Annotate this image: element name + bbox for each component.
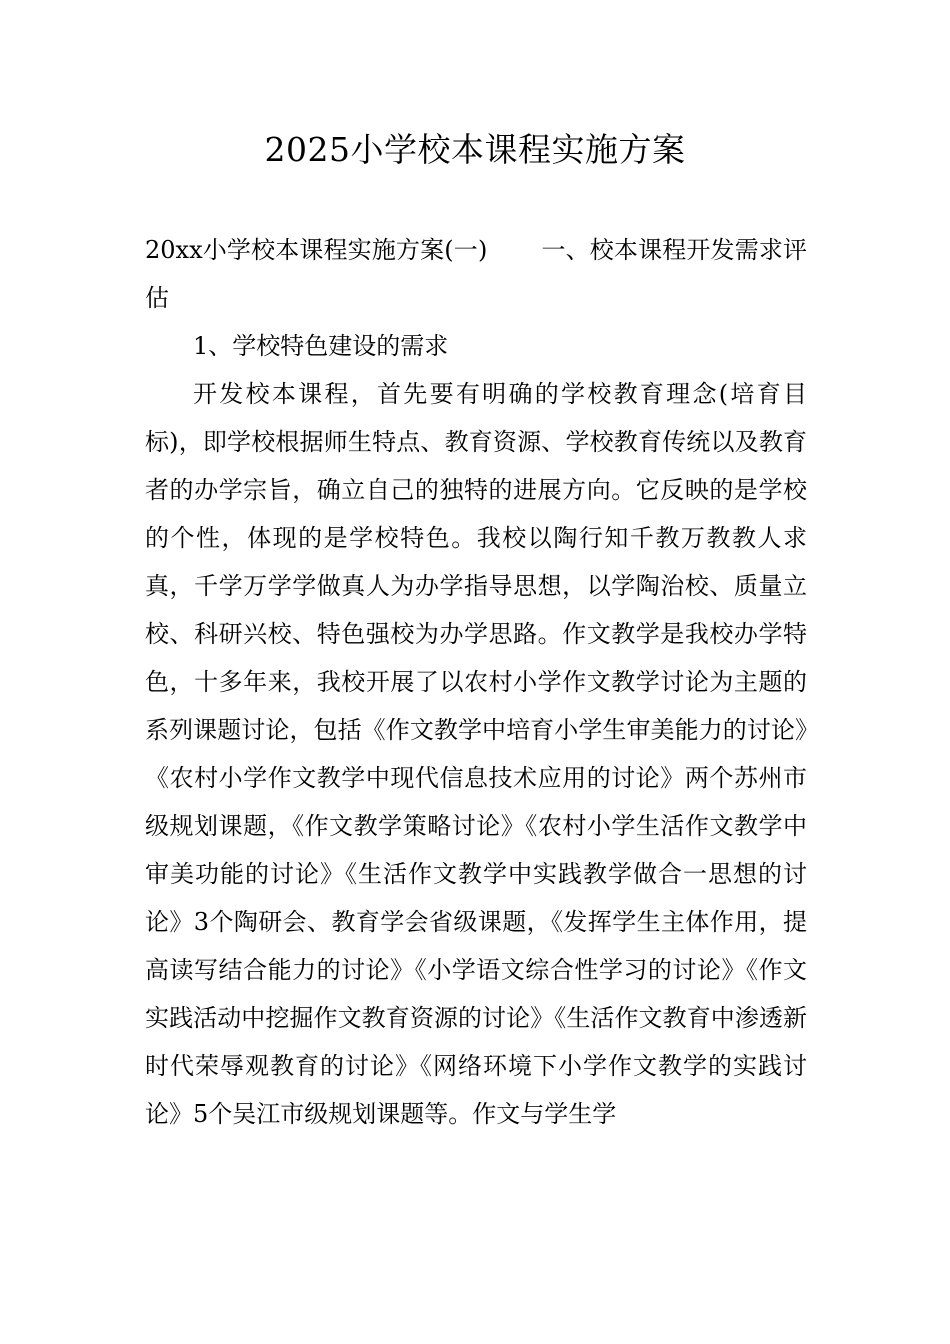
page-title: 2025小学校本课程实施方案 — [264, 130, 686, 169]
document-body — [145, 226, 807, 1138]
subsection-heading: 1、学校特色建设的需求 — [193, 332, 449, 360]
intro-heading: 20xx小学校本课程实施方案(一) — [145, 236, 488, 264]
section-one-heading: 一、校本课程开发需求评估 — [145, 236, 808, 312]
intro-line — [145, 226, 807, 322]
body-paragraph: 开发校本课程，首先要有明确的学校教育理念(培育目标)，即学校根据师生特点、教育资源、学校教育传统以及教育者的办学宗旨，确立自己的独特的进展方向。它反映的是学校的个性，体现的是学校特色。我校以陶行知千教万教教人求真，千学万学学做真人为办学指导思想，以学陶治校、质量立校、科研兴校、特色强校为办学思路。作文教学是我校办学特色，十多年来，我校开展了以农村小学作文教学讨论为主题的系列课题讨论，包括《作文教学中培育小学生审美能力的讨论》《农村小学作文教学中现代信息技术应用的讨论》两个苏州市级规划课题，《作文教学策略讨论》《农村小学生活作文教学中审美功能的讨论》《生活作文教学中实践教学做合一思想的讨论》3个陶研会、教育学会省级课题，《发挥学生主体作用，提高读写结合能力的讨论》《小学语文综合性学习的讨论》《作文实践活动中挖掘作文教育资源的讨论》《生活作文教育中渗透新时代荣辱观教育的讨论》《网络环境下小学作文教学的实践讨论》5个吴江市级规划课题等。作文与学生学 — [145, 380, 807, 1128]
